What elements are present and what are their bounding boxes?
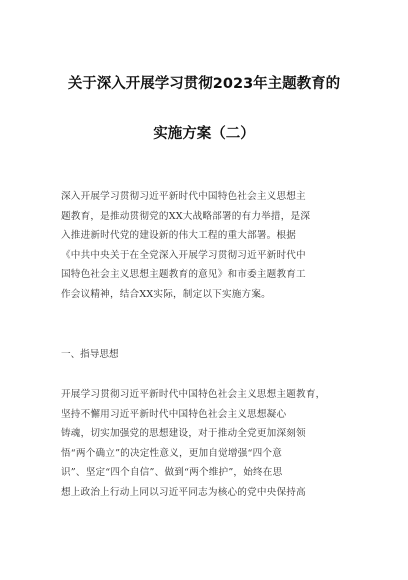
body-line: 坚持不懈用习近平新时代中国特色社会主义思想凝心 bbox=[61, 408, 287, 420]
body-line: 悟“两个确立”的决定性意义，更加自觉增强“四个意 bbox=[61, 447, 282, 459]
intro-line: 国特色社会主义思想主题教育的意见》和市委主题教育工 bbox=[61, 269, 306, 281]
document-title-line-2: 实施方案（二） bbox=[153, 126, 255, 142]
intro-line: 入推进新时代党的建设新的伟大工程的重大部署。根据 bbox=[61, 230, 297, 242]
body-paragraph bbox=[61, 385, 351, 503]
intro-paragraph bbox=[61, 187, 351, 305]
intro-line: 作会议精神，结合XX实际，制定以下实施方案。 bbox=[61, 288, 271, 300]
document-title-line-1: 关于深入开展学习贯彻2023年主题教育的 bbox=[67, 76, 341, 92]
body-line: 识”、坚定“四个自信”、做到“两个维护”，始终在思 bbox=[61, 467, 283, 479]
body-line: 想上政治上行动上同以习近平同志为核心的党中央保持高 bbox=[61, 486, 306, 498]
body-line: 铸魂，切实加强党的思想建设，对于推动全党更加深刻领 bbox=[61, 428, 306, 440]
intro-line: 《中共中央关于在全党深入开展学习贯彻习近平新时代中 bbox=[61, 249, 306, 261]
section-heading: 一、指导思想 bbox=[61, 349, 119, 360]
body-line: 开展学习贯彻习近平新时代中国特色社会主义思想主题教育， bbox=[61, 389, 326, 400]
intro-line: 深入开展学习贯彻习近平新时代中国特色社会主义思想主 bbox=[61, 191, 306, 202]
intro-line: 题教育，是推动贯彻党的XX大战略部署的有力举措，是深 bbox=[61, 210, 311, 222]
